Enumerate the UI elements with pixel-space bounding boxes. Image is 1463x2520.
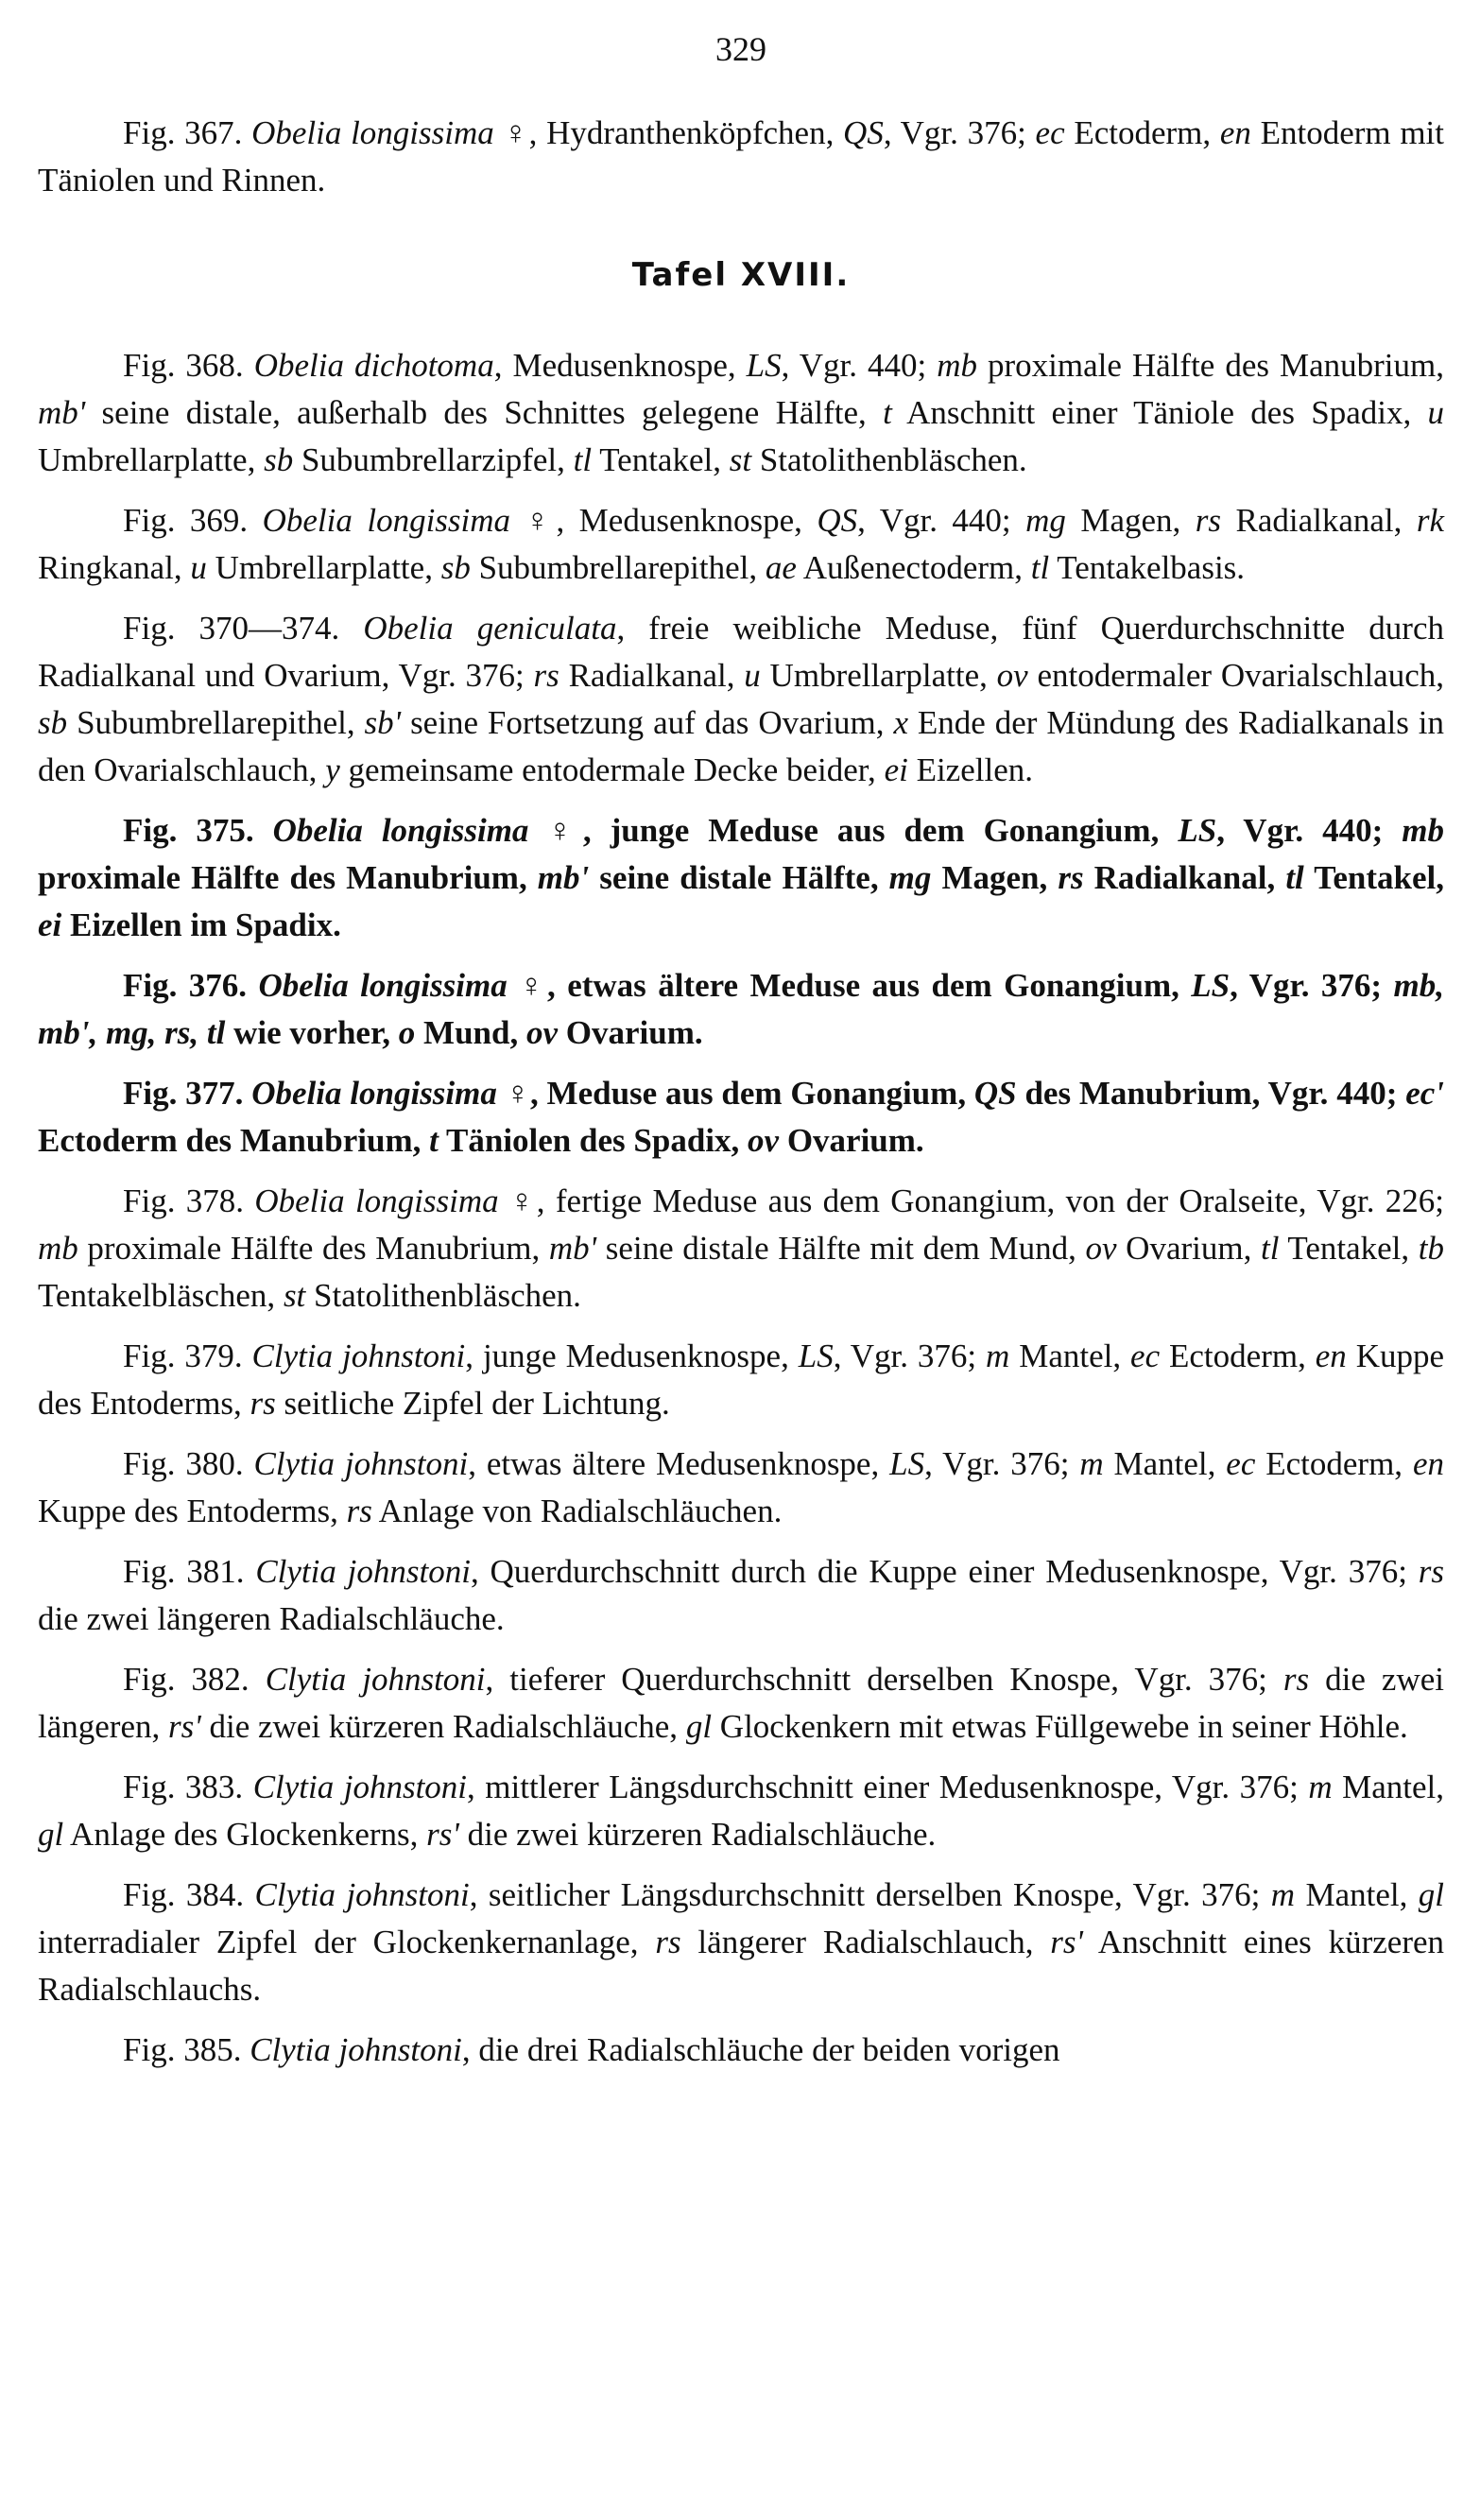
caption-italic-term: Clytia johnstoni (251, 1338, 466, 1374)
caption-italic-term: mb, mb', mg, rs, tl (38, 967, 1444, 1051)
caption-italic-term: tl (573, 441, 593, 478)
caption-italic-term: tl (1030, 549, 1050, 586)
caption-italic-term: Clytia johnstoni (252, 1769, 468, 1805)
caption-text: die zwei längeren Radialschläuche. (38, 1600, 505, 1637)
caption-italic-term: rs (1418, 1553, 1444, 1590)
caption-italic-term: rs (346, 1493, 372, 1529)
caption-text: Mantel, (1103, 1445, 1227, 1482)
caption-text: Fig. 370—374. (123, 610, 364, 647)
caption-text: Anlage des Glockenkerns, (63, 1816, 427, 1853)
caption-italic-term: ei (38, 906, 62, 943)
caption-text: Fig. 383. (123, 1769, 253, 1805)
caption-italic-term: ec (1130, 1338, 1161, 1374)
caption-text: proximale Hälfte des Manubrium, (77, 1230, 549, 1267)
caption-text: Fig. 368. (123, 347, 254, 384)
caption-italic-term: sb (440, 549, 471, 586)
caption-italic-term: rs (1282, 1661, 1310, 1698)
caption-italic-term: Obelia dichotoma (253, 347, 494, 384)
caption-text: die zwei kürzeren Radialschläuche. (458, 1816, 937, 1853)
caption-text: Radialkanal, (1221, 502, 1417, 539)
caption-text: Eizellen. (907, 751, 1033, 788)
caption-italic-term: Obelia longissima (258, 967, 508, 1004)
caption-text: , seitlicher Längsdurchschnitt derselben Knospe, Vgr. 376; (469, 1876, 1271, 1913)
caption-italic-term: ec (1226, 1445, 1256, 1482)
caption-italic-term: LS (889, 1445, 925, 1482)
caption-italic-term: gl (1418, 1876, 1444, 1913)
caption-italic-term: tl (1285, 859, 1304, 896)
figure-caption-fig-369 (38, 497, 1444, 592)
caption-italic-term: sb' (364, 704, 402, 741)
caption-italic-term: rs (250, 1385, 276, 1422)
caption-italic-term: ov (525, 1014, 559, 1051)
caption-italic-term: Obelia longissima (251, 114, 494, 151)
figure-caption-fig-378 (38, 1178, 1444, 1320)
caption-italic-term: Obelia longissima (254, 1182, 499, 1219)
caption-italic-term: Obelia geniculata (363, 610, 617, 647)
caption-italic-term: en (1219, 114, 1251, 151)
caption-text: Fig. 369. (123, 502, 263, 539)
caption-text: Umbrellarplatte, (206, 549, 441, 586)
caption-italic-term: u (190, 549, 207, 586)
document-body (38, 110, 1444, 2074)
caption-italic-term: m (1079, 1445, 1104, 1482)
caption-text: seine distale Hälfte, (589, 859, 889, 896)
figure-caption-fig-381 (38, 1548, 1444, 1643)
caption-italic-term: o (398, 1014, 416, 1051)
caption-text: , Vgr. 376; (883, 114, 1036, 151)
caption-text: Täniolen des Spadix, (438, 1122, 749, 1159)
caption-text: Außenectoderm, (796, 549, 1031, 586)
caption-text: Entoderm mit Täniolen und Rinnen. (38, 114, 1444, 198)
caption-italic-term: mb (937, 347, 977, 384)
caption-text: proximale Hälfte des Manubrium, (977, 347, 1444, 384)
caption-italic-term: m (986, 1338, 1010, 1374)
caption-text: Kuppe des Entoderms, (38, 1338, 1445, 1422)
caption-italic-term: x (893, 704, 908, 741)
figure-caption-fig-379 (38, 1333, 1444, 1427)
caption-italic-term: m (1308, 1769, 1333, 1805)
figure-caption-fig-385 (38, 2027, 1444, 2074)
figure-caption-fig-383 (38, 1764, 1444, 1858)
caption-text: Tentakel, (592, 441, 730, 478)
caption-italic-term: QS (843, 114, 884, 151)
caption-text: Fig. 375. (123, 812, 273, 849)
caption-text: , mittlerer Längsdurchschnitt einer Medusenknospe, Vgr. 376; (467, 1769, 1309, 1805)
caption-text: Statolithenbläschen. (751, 441, 1027, 478)
caption-text: Tentakel, (1303, 859, 1444, 896)
caption-italic-term: rs (1195, 502, 1222, 539)
caption-italic-term: tl (1260, 1230, 1280, 1267)
caption-italic-term: LS (798, 1338, 834, 1374)
caption-text: seine distale, außerhalb des Schnittes gelegene Hälfte, (85, 394, 884, 431)
caption-text: , freie weibliche Meduse, fünf Querdurchschnitte durch Radialkanal und Ovarium, Vgr. 376; (38, 610, 1444, 694)
figure-caption-fig-380 (38, 1441, 1444, 1535)
caption-text: Ende der Mündung des Radialkanals in den Ovarialschlauch, (38, 704, 1444, 788)
caption-text: wie vorher, (225, 1014, 399, 1051)
caption-italic-term: rk (1416, 502, 1445, 539)
caption-text: Ringkanal, (38, 549, 191, 586)
caption-text: Ectoderm, (1255, 1445, 1413, 1482)
caption-text: Ovarium. (558, 1014, 703, 1051)
caption-italic-term: Clytia johnstoni (265, 1661, 486, 1698)
caption-italic-term: t (883, 394, 892, 431)
caption-text: Fig. 376. (123, 967, 259, 1004)
caption-text: ♀, Medusenknospe, (510, 502, 818, 539)
caption-italic-term: rs' (426, 1816, 459, 1853)
caption-italic-term: y (325, 751, 340, 788)
caption-italic-term: m (1270, 1876, 1296, 1913)
caption-text: Ectoderm des Manubrium, (38, 1122, 430, 1159)
caption-italic-term: rs (533, 657, 559, 694)
caption-text: , Vgr. 440; (781, 347, 938, 384)
caption-italic-term: mg (888, 859, 932, 896)
caption-italic-term: tb (1418, 1230, 1444, 1267)
caption-text: seine Fortsetzung auf das Ovarium, (401, 704, 894, 741)
caption-text: , Vgr. 376; (924, 1445, 1080, 1482)
figure-caption-fig-375 (38, 807, 1444, 949)
caption-text: Fig. 380. (123, 1445, 254, 1482)
caption-italic-term: ov (1085, 1230, 1117, 1267)
caption-text: Tentakel, (1279, 1230, 1419, 1267)
caption-italic-term: sb (264, 441, 294, 478)
caption-italic-term: Clytia johnstoni (255, 1553, 471, 1590)
figure-caption-fig-377 (38, 1070, 1444, 1165)
caption-text: Radialkanal, (559, 657, 745, 694)
caption-text: Ectoderm, (1064, 114, 1220, 151)
caption-text: , die drei Radialschläuche der beiden vorigen (461, 2031, 1060, 2068)
caption-text: Anschnitt einer Täniole des Spadix, (891, 394, 1428, 431)
caption-text: ♀, junge Meduse aus dem Gonangium, (528, 812, 1179, 849)
caption-italic-term: en (1315, 1338, 1347, 1374)
caption-text: Fig. 367. (123, 114, 252, 151)
caption-text: Mantel, (1295, 1876, 1419, 1913)
caption-text: Fig. 378. (123, 1182, 255, 1219)
caption-text: die zwei längeren, (38, 1661, 1444, 1745)
caption-text: Fig. 379. (123, 1338, 252, 1374)
caption-italic-term: ov (748, 1122, 780, 1159)
caption-italic-term: mb (38, 1230, 78, 1267)
caption-text: Magen, (931, 859, 1059, 896)
caption-italic-term: st (729, 441, 752, 478)
figure-caption-fig-367 (38, 110, 1444, 204)
caption-text: proximale Hälfte des Manubrium, (38, 859, 538, 896)
caption-italic-term: Obelia longissima (251, 1075, 497, 1112)
caption-text: Subumbrellarepithel, (470, 549, 766, 586)
caption-italic-term: t (429, 1122, 439, 1159)
caption-text: , Medusenknospe, (493, 347, 747, 384)
caption-text: interradialer Zipfel der Glockenkernanlage, (38, 1924, 656, 1960)
caption-text: , junge Medusenknospe, (465, 1338, 799, 1374)
caption-text: , Vgr. 440; (857, 502, 1026, 539)
caption-italic-term: sb (38, 704, 68, 741)
caption-text: Kuppe des Entoderms, (38, 1493, 347, 1529)
caption-text: Fig. 377. (123, 1075, 252, 1112)
caption-text: Glockenkern mit etwas Füllgewebe in seiner Höhle. (712, 1708, 1408, 1745)
caption-text: Subumbrellarepithel, (67, 704, 365, 741)
caption-italic-term: Obelia longissima (262, 502, 511, 539)
caption-text: , Vgr. 376; (1230, 967, 1394, 1004)
caption-italic-term: ae (765, 549, 797, 586)
caption-italic-term: rs' (167, 1708, 201, 1745)
figure-caption-fig-382 (38, 1656, 1444, 1751)
caption-text: Fig. 381. (123, 1553, 256, 1590)
caption-italic-term: gl (685, 1708, 713, 1745)
caption-text: , tieferer Querdurchschnitt derselben Knospe, Vgr. 376; (485, 1661, 1283, 1698)
caption-italic-term: en (1412, 1445, 1444, 1482)
caption-text: Umbrellarplatte, (38, 441, 265, 478)
caption-text: seine distale Hälfte mit dem Mund, (596, 1230, 1086, 1267)
caption-text: die zwei kürzeren Radialschläuche, (200, 1708, 686, 1745)
caption-italic-term: gl (38, 1816, 64, 1853)
caption-text: Umbrellarplatte, (760, 657, 997, 694)
caption-text: seitliche Zipfel der Lichtung. (275, 1385, 670, 1422)
figure-caption-fig-376 (38, 962, 1444, 1057)
figure-caption-fig-384 (38, 1872, 1444, 2013)
caption-text: gemeinsame entodermale Decke beider, (339, 751, 885, 788)
caption-text: Magen, (1065, 502, 1196, 539)
caption-text: Fig. 384. (123, 1876, 255, 1913)
caption-italic-term: rs (1058, 859, 1084, 896)
caption-text: Tentakelbläschen, (38, 1277, 284, 1314)
caption-text: Subumbrellarzipfel, (293, 441, 574, 478)
caption-text: Anschnitt eines kürzeren Radialschlauchs. (38, 1924, 1445, 2008)
caption-italic-term: LS (1191, 967, 1231, 1004)
caption-italic-term: mb' (38, 394, 86, 431)
caption-italic-term: ov (996, 657, 1028, 694)
caption-italic-term: Clytia johnstoni (253, 1445, 469, 1482)
caption-italic-term: ec' (1405, 1075, 1444, 1112)
caption-italic-term: u (1427, 394, 1444, 431)
caption-italic-term: u (744, 657, 761, 694)
caption-italic-term: Obelia longissima (272, 812, 529, 849)
caption-text: , etwas ältere Medusenknospe, (468, 1445, 890, 1482)
caption-text: Fig. 385. (123, 2031, 250, 2068)
caption-text: Ectoderm, (1160, 1338, 1316, 1374)
plate-heading: Tafel XVIII. (631, 256, 851, 294)
caption-italic-term: ei (884, 751, 908, 788)
caption-text: , Vgr. 376; (833, 1338, 987, 1374)
caption-text: Eizellen im Spadix. (61, 906, 341, 943)
caption-text: Ovarium. (779, 1122, 924, 1159)
caption-text: Fig. 382. (123, 1661, 266, 1698)
caption-italic-term: LS (746, 347, 782, 384)
page-number: 329 (715, 30, 766, 68)
caption-text: längerer Radialschlauch, (680, 1924, 1051, 1960)
caption-italic-term: Clytia johnstoni (250, 2031, 462, 2068)
caption-italic-term: LS (1178, 812, 1217, 849)
figure-caption-fig-368 (38, 342, 1444, 484)
caption-italic-term: Clytia johnstoni (254, 1876, 470, 1913)
caption-text: ♀, Meduse aus dem Gonangium, (496, 1075, 974, 1112)
caption-italic-term: QS (973, 1075, 1017, 1112)
caption-text: entodermaler Ovarialschlauch, (1027, 657, 1445, 694)
caption-text: Statolithenbläschen. (305, 1277, 581, 1314)
caption-text: ♀, etwas ältere Meduse aus dem Gonangium, (507, 967, 1192, 1004)
caption-italic-term: mb' (537, 859, 590, 896)
caption-text: Mund, (415, 1014, 526, 1051)
caption-italic-term: mb' (548, 1230, 597, 1267)
caption-italic-term: st (283, 1277, 306, 1314)
caption-italic-term: mg (1025, 502, 1066, 539)
caption-italic-term: mb (1402, 812, 1444, 849)
caption-italic-term: ec (1035, 114, 1065, 151)
caption-italic-term: rs' (1050, 1924, 1084, 1960)
figure-caption-fig-370-374 (38, 605, 1444, 794)
caption-text: Mantel, (1332, 1769, 1444, 1805)
caption-text: Tentakelbasis. (1049, 549, 1246, 586)
caption-text: , Vgr. 440; (1216, 812, 1403, 849)
caption-text: Ovarium, (1116, 1230, 1261, 1267)
caption-text: , Querdurchschnitt durch die Kuppe einer Medusenknospe, Vgr. 376; (470, 1553, 1419, 1590)
caption-text: Mantel, (1009, 1338, 1131, 1374)
caption-text: ♀, fertige Meduse aus dem Gonangium, von der Oralseite, Vgr. 226; (498, 1182, 1444, 1219)
caption-text: ♀, Hydranthenköpfchen, (493, 114, 844, 151)
caption-text: Anlage von Radialschläuchen. (371, 1493, 783, 1529)
caption-text: Radialkanal, (1083, 859, 1286, 896)
caption-text: des Manubrium, Vgr. 440; (1016, 1075, 1406, 1112)
caption-italic-term: QS (817, 502, 858, 539)
caption-italic-term: rs (655, 1924, 681, 1960)
